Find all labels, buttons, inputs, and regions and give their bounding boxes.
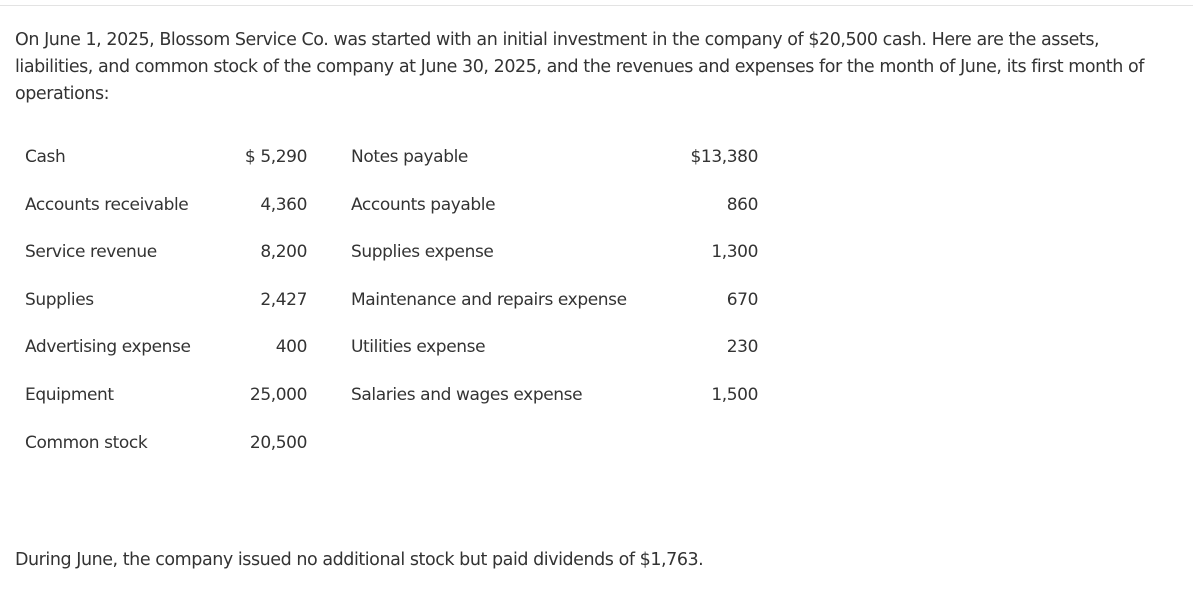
account-amount: $13,380 — [690, 147, 758, 167]
table-row — [25, 421, 785, 469]
account-label: Utilities expense — [351, 337, 486, 358]
account-label: Cash — [25, 147, 66, 167]
account-amount: 8,200 — [260, 242, 307, 263]
table-row — [25, 373, 785, 421]
account-label: Maintenance and repairs expense — [351, 289, 627, 310]
account-label: Equipment — [25, 384, 114, 405]
account-amount: 1,300 — [711, 242, 758, 263]
account-amount: 20,500 — [249, 432, 307, 453]
account-label: Accounts payable — [351, 194, 496, 215]
account-amount: 1,500 — [711, 384, 758, 405]
account-label: Service revenue — [25, 242, 157, 263]
account-amount: 670 — [726, 289, 758, 310]
account-amount: $ 5,290 — [244, 147, 307, 167]
account-label: Accounts receivable — [25, 194, 189, 215]
dividends-note: During June, the company issued no additional stock but paid dividends of $1,763. — [15, 550, 704, 570]
account-amount: 4,360 — [260, 194, 307, 215]
account-label: Notes payable — [351, 147, 468, 167]
account-label: Advertising expense — [25, 337, 191, 358]
account-amount: 2,427 — [260, 289, 307, 310]
account-amount: 860 — [726, 194, 758, 215]
account-label: Supplies expense — [351, 242, 494, 263]
account-label: Supplies — [25, 289, 94, 310]
table-row — [25, 230, 785, 278]
account-amount: 25,000 — [249, 384, 307, 405]
table-row — [25, 325, 785, 373]
account-label: Salaries and wages expense — [351, 384, 583, 405]
account-amount: 400 — [275, 337, 307, 358]
problem-intro: On June 1, 2025, Blossom Service Co. was started with an initial investment in the company of $20,500 cash. Here are the assets, liabilities, and common stock of the company at June 30, 2025, and the revenues and expenses for the month of June, its first month of operations: — [15, 30, 1144, 104]
table-row — [25, 183, 785, 231]
table-row — [25, 135, 785, 183]
account-amount: 230 — [726, 337, 758, 358]
top-divider — [0, 5, 1193, 6]
account-label: Common stock — [25, 432, 148, 453]
account-balances-table — [25, 135, 785, 468]
table-row — [25, 278, 785, 326]
